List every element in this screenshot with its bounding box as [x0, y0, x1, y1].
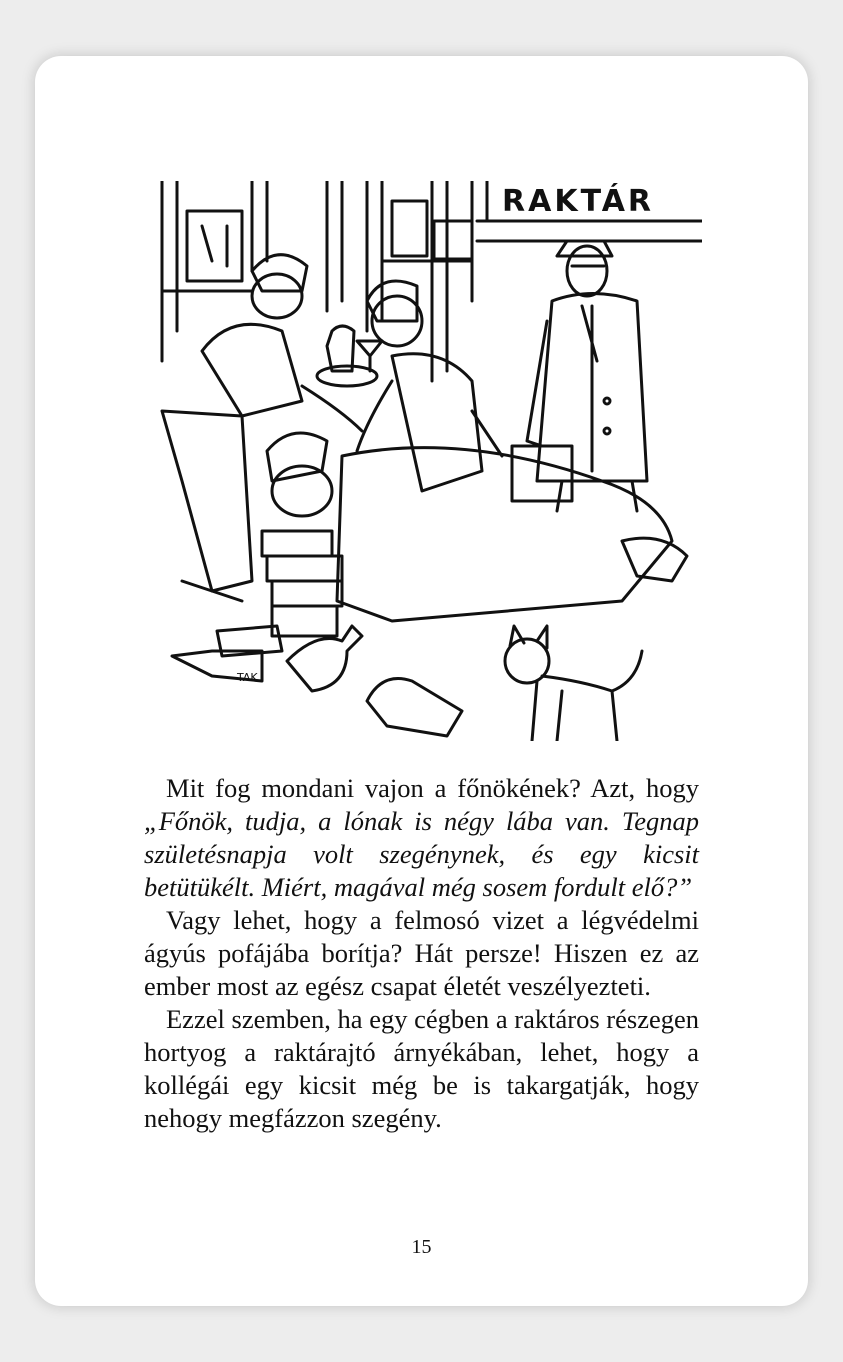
warehouse-shelving [162, 181, 702, 381]
boss-figure [512, 241, 647, 511]
empty-bottles [172, 626, 462, 736]
warehouse-cartoon-illustration [142, 181, 702, 741]
paragraph-2: Vagy lehet, hogy a felmosó vizet a légvédelmi ágyús pofájába borítja? Hát persze! Hiszen ez az ember most az egész csapat életét veszélyezteti. [144, 905, 699, 1001]
page-number: 15 [411, 1236, 432, 1258]
paragraph-3: Ezzel szemben, ha egy cégben a raktáros részegen hortyog a raktárajtó árnyékában, lehet, hogy a kollégái egy kicsit még be is takargatják, hogy nehogy megfázzon szegény. [144, 1004, 699, 1133]
page-text [144, 772, 699, 1135]
paragraph-1-text: Mit fog mondani vajon a főnökének? Azt, hogy [166, 773, 699, 803]
artist-signature: TAK [237, 671, 258, 684]
book-page [35, 56, 808, 1306]
worker-covering-storekeeper [357, 281, 502, 491]
worker-with-tray [162, 255, 382, 601]
sleeping-storekeeper [262, 433, 687, 636]
paragraph-1 [144, 772, 699, 904]
raktar-sign: RAKTÁR [502, 184, 655, 219]
boss-quote: „Főnök, tudja, a lónak is négy lába van. Tegnap születésnapja volt szegénynek, és egy kicsit betütükélt. Miért, magával még sosem fordult elő?” [144, 806, 699, 902]
cat-figure [505, 626, 642, 741]
